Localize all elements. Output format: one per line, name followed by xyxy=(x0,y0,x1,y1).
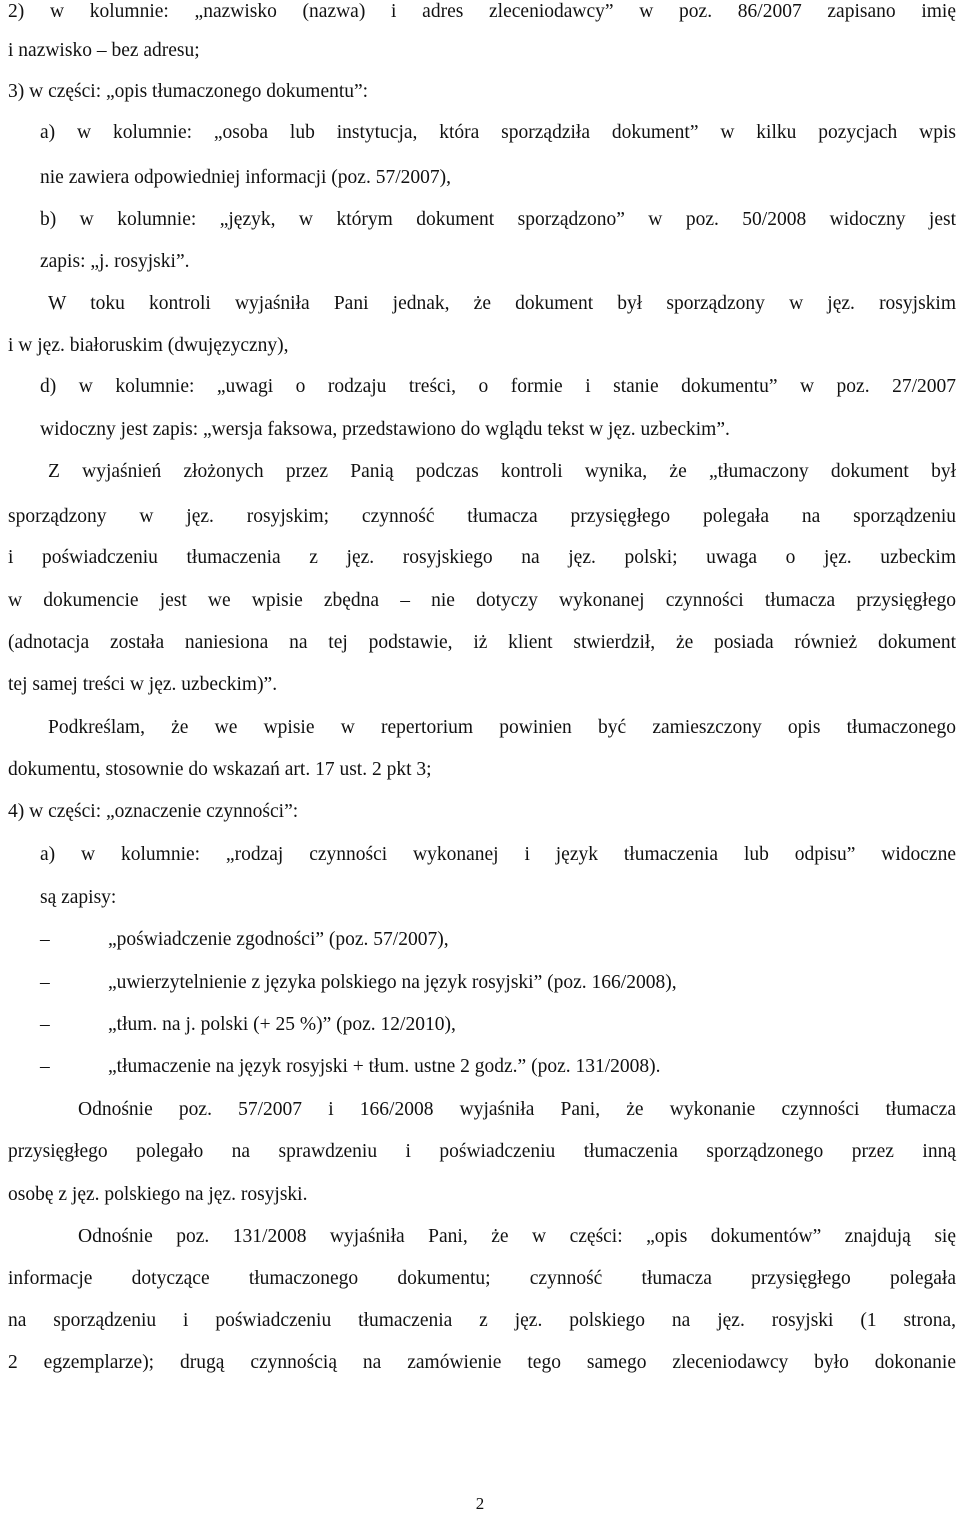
paragraph-line: widoczny jest zapis: „wersja faksowa, przedstawiono do wglądu tekst w jęz. uzbeckim”. xyxy=(40,419,730,440)
paragraph-line: osobę z jęz. polskiego na jęz. rosyjski. xyxy=(8,1184,308,1205)
paragraph-line: 2) w kolumnie: „nazwisko (nazwa) i adres zleceniodawcy” w poz. 86/2007 zapisano imię xyxy=(8,1,956,22)
list-item: „poświadczenie zgodności” (poz. 57/2007), xyxy=(108,929,449,950)
paragraph-line: Odnośnie poz. 131/2008 wyjaśniła Pani, że w części: „opis dokumentów” znajdują się xyxy=(78,1226,956,1247)
paragraph-line: 2 egzemplarze); drugą czynnością na zamówienie tego samego zleceniodawcy było dokonanie xyxy=(8,1352,956,1373)
paragraph-line: nie zawiera odpowiedniej informacji (poz. 57/2007), xyxy=(40,167,451,188)
page-number: 2 xyxy=(475,1494,485,1513)
paragraph-line: informacje dotyczące tłumaczonego dokumentu; czynność tłumacza przysięgłego polegała xyxy=(8,1268,956,1289)
section-heading: 4) w części: „oznaczenie czynności”: xyxy=(8,801,299,822)
paragraph-line: zapis: „j. rosyjski”. xyxy=(40,251,190,272)
dash-bullet: – xyxy=(40,972,50,993)
paragraph-line: Podkreślam, że we wpisie w repertorium powinien być zamieszczony opis tłumaczonego xyxy=(48,717,956,738)
paragraph-line: przysięgłego polegało na sprawdzeniu i poświadczeniu tłumaczenia sporządzonego przez inną xyxy=(8,1141,956,1162)
paragraph-line: i poświadczeniu tłumaczenia z jęz. rosyjskiego na jęz. polski; uwaga o jęz. uzbeckim xyxy=(8,547,956,568)
paragraph-line: dokumentu, stosownie do wskazań art. 17 ust. 2 pkt 3; xyxy=(8,759,432,780)
dash-bullet: – xyxy=(40,1014,50,1035)
paragraph-line: tej samej treści w jęz. uzbeckim)”. xyxy=(8,674,278,695)
paragraph-line: (adnotacja została naniesiona na tej podstawie, iż klient stwierdził, że posiada również dokument xyxy=(8,632,956,653)
paragraph-line: i nazwisko – bez adresu; xyxy=(8,40,200,61)
paragraph-line: i w jęz. białoruskim (dwujęzyczny), xyxy=(8,335,289,356)
list-item: „tłumaczenie na język rosyjski + tłum. ustne 2 godz.” (poz. 131/2008). xyxy=(108,1056,661,1077)
paragraph-line: Z wyjaśnień złożonych przez Panią podczas kontroli wynika, że „tłumaczony dokument był xyxy=(48,461,956,482)
list-item: „uwierzytelnienie z języka polskiego na język rosyjski” (poz. 166/2008), xyxy=(108,972,677,993)
paragraph-line: b) w kolumnie: „język, w którym dokument sporządzono” w poz. 50/2008 widoczny jest xyxy=(40,209,956,230)
paragraph-line: a) w kolumnie: „osoba lub instytucja, która sporządziła dokument” w kilku pozycjach wpis xyxy=(40,122,956,143)
paragraph-line: na sporządzeniu i poświadczeniu tłumaczenia z jęz. polskiego na jęz. rosyjski (1 strona, xyxy=(8,1310,956,1331)
paragraph-line: Odnośnie poz. 57/2007 i 166/2008 wyjaśniła Pani, że wykonanie czynności tłumacza xyxy=(78,1099,956,1120)
dash-bullet: – xyxy=(40,929,50,950)
paragraph-line: są zapisy: xyxy=(40,887,117,908)
dash-bullet: – xyxy=(40,1056,50,1077)
paragraph-line: a) w kolumnie: „rodzaj czynności wykonanej i język tłumaczenia lub odpisu” widoczne xyxy=(40,844,956,865)
paragraph-line: sporządzony w jęz. rosyjskim; czynność tłumacza przysięgłego polegała na sporządzeniu xyxy=(8,506,956,527)
list-item: „tłum. na j. polski (+ 25 %)” (poz. 12/2010), xyxy=(108,1014,456,1035)
paragraph-line: d) w kolumnie: „uwagi o rodzaju treści, o formie i stanie dokumentu” w poz. 27/2007 xyxy=(40,376,956,397)
paragraph-line: W toku kontroli wyjaśniła Pani jednak, że dokument był sporządzony w jęz. rosyjskim xyxy=(48,293,956,314)
section-heading: 3) w części: „opis tłumaczonego dokumentu”: xyxy=(8,81,369,102)
paragraph-line: w dokumencie jest we wpisie zbędna – nie dotyczy wykonanej czynności tłumacza przysięgłego xyxy=(8,590,956,611)
